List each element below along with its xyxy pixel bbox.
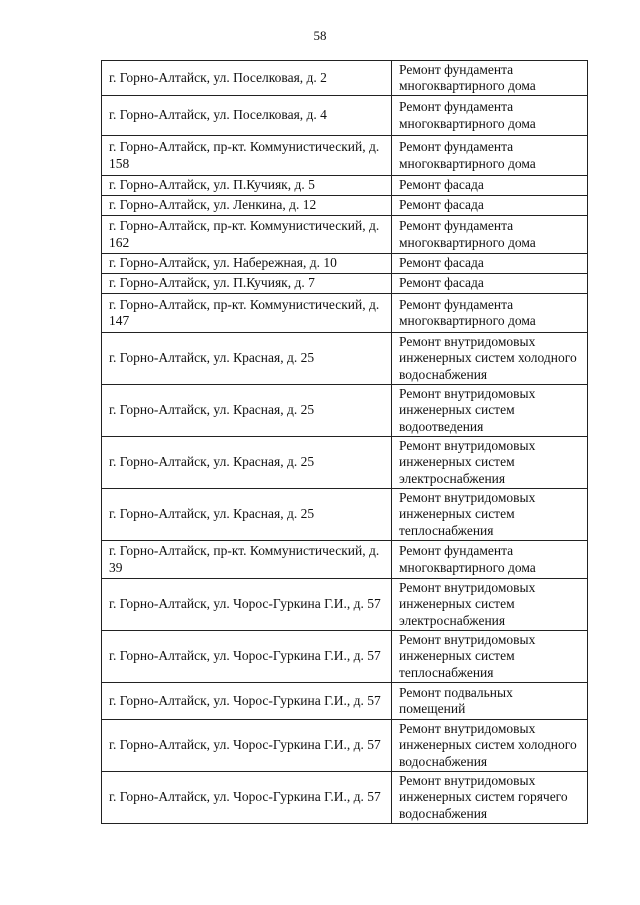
address-cell: г. Горно-Алтайск, пр-кт. Коммунистический, д. 147 — [102, 294, 392, 333]
address-cell: г. Горно-Алтайск, ул. Чорос-Гуркина Г.И., д. 57 — [102, 579, 392, 631]
work-type-cell: Ремонт внутридомовых инженерных систем электроснабжения — [392, 579, 588, 631]
table-row — [102, 333, 588, 385]
table-row — [102, 631, 588, 683]
address-cell: г. Горно-Алтайск, пр-кт. Коммунистический, д. 158 — [102, 136, 392, 176]
table-row — [102, 772, 588, 824]
address-cell: г. Горно-Алтайск, ул. Чорос-Гуркина Г.И., д. 57 — [102, 683, 392, 720]
address-cell: г. Горно-Алтайск, ул. Поселковая, д. 4 — [102, 96, 392, 136]
table-row — [102, 254, 588, 274]
table-row — [102, 579, 588, 631]
address-cell: г. Горно-Алтайск, ул. Чорос-Гуркина Г.И., д. 57 — [102, 772, 392, 824]
table-row — [102, 294, 588, 333]
table-row — [102, 216, 588, 254]
address-cell: г. Горно-Алтайск, ул. Чорос-Гуркина Г.И., д. 57 — [102, 631, 392, 683]
table-row — [102, 437, 588, 489]
work-type-cell: Ремонт фундамента многоквартирного дома — [392, 61, 588, 96]
table-row — [102, 683, 588, 720]
table-row — [102, 96, 588, 136]
address-cell: г. Горно-Алтайск, ул. Чорос-Гуркина Г.И., д. 57 — [102, 720, 392, 772]
address-cell: г. Горно-Алтайск, ул. Набережная, д. 10 — [102, 254, 392, 274]
work-type-cell: Ремонт внутридомовых инженерных систем теплоснабжения — [392, 631, 588, 683]
table-row — [102, 720, 588, 772]
table-row — [102, 489, 588, 541]
work-type-cell: Ремонт внутридомовых инженерных систем электроснабжения — [392, 437, 588, 489]
address-cell: г. Горно-Алтайск, ул. Красная, д. 25 — [102, 333, 392, 385]
address-cell: г. Горно-Алтайск, ул. Красная, д. 25 — [102, 385, 392, 437]
work-type-cell: Ремонт внутридомовых инженерных систем горячего водоснабжения — [392, 772, 588, 824]
table-body — [102, 61, 588, 824]
work-type-cell: Ремонт внутридомовых инженерных систем холодного водоснабжения — [392, 720, 588, 772]
work-type-cell: Ремонт фундамента многоквартирного дома — [392, 136, 588, 176]
work-type-cell: Ремонт внутридомовых инженерных систем холодного водоснабжения — [392, 333, 588, 385]
address-cell: г. Горно-Алтайск, ул. Красная, д. 25 — [102, 437, 392, 489]
work-type-cell: Ремонт фасада — [392, 274, 588, 294]
repair-works-table — [101, 60, 588, 824]
address-cell: г. Горно-Алтайск, пр-кт. Коммунистический, д. 39 — [102, 541, 392, 579]
work-type-cell: Ремонт фундамента многоквартирного дома — [392, 541, 588, 579]
table-row — [102, 385, 588, 437]
work-type-cell: Ремонт подвальных помещений — [392, 683, 588, 720]
work-type-cell: Ремонт фасада — [392, 254, 588, 274]
work-type-cell: Ремонт внутридомовых инженерных систем теплоснабжения — [392, 489, 588, 541]
table-row — [102, 274, 588, 294]
work-type-cell: Ремонт фундамента многоквартирного дома — [392, 96, 588, 136]
address-cell: г. Горно-Алтайск, ул. Ленкина, д. 12 — [102, 196, 392, 216]
address-cell: г. Горно-Алтайск, пр-кт. Коммунистический, д. 162 — [102, 216, 392, 254]
address-cell: г. Горно-Алтайск, ул. Поселковая, д. 2 — [102, 61, 392, 96]
table-row — [102, 136, 588, 176]
work-type-cell: Ремонт фасада — [392, 176, 588, 196]
work-type-cell: Ремонт фундамента многоквартирного дома — [392, 294, 588, 333]
work-type-cell: Ремонт внутридомовых инженерных систем водоотведения — [392, 385, 588, 437]
table-row — [102, 61, 588, 96]
address-cell: г. Горно-Алтайск, ул. П.Кучияк, д. 7 — [102, 274, 392, 294]
table-row — [102, 541, 588, 579]
work-type-cell: Ремонт фундамента многоквартирного дома — [392, 216, 588, 254]
page-number: 58 — [313, 28, 327, 43]
address-cell: г. Горно-Алтайск, ул. Красная, д. 25 — [102, 489, 392, 541]
table-row — [102, 196, 588, 216]
work-type-cell: Ремонт фасада — [392, 196, 588, 216]
table-row — [102, 176, 588, 196]
address-cell: г. Горно-Алтайск, ул. П.Кучияк, д. 5 — [102, 176, 392, 196]
